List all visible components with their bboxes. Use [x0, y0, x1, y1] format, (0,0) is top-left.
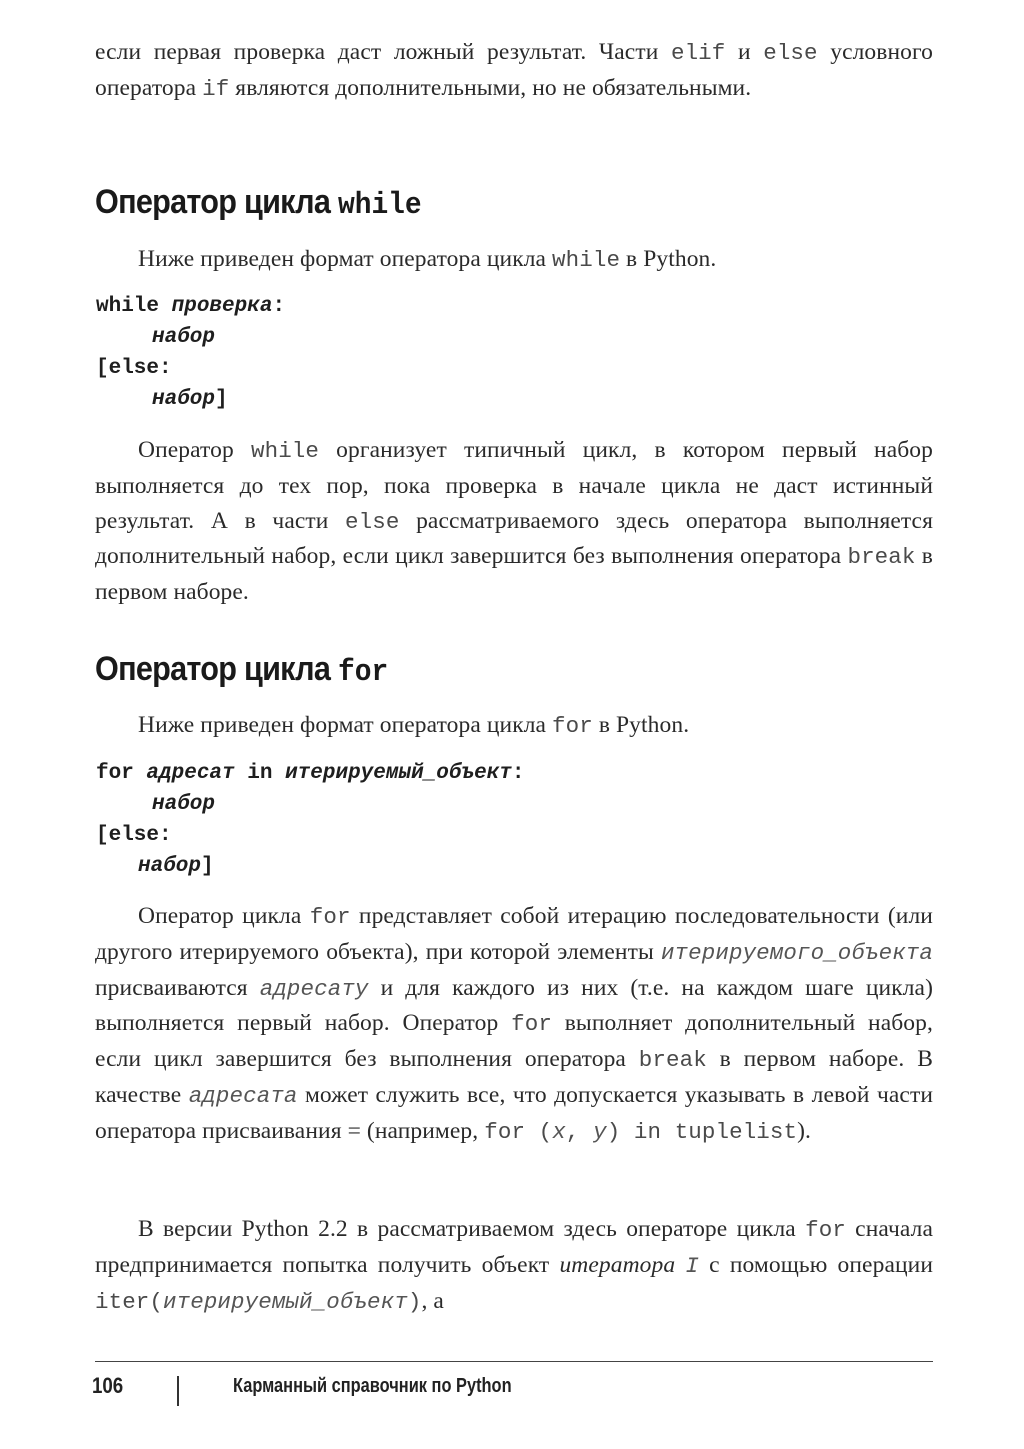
text-run: присваиваются: [95, 974, 260, 1001]
text-run: выполняет дополнительный набор, если цикл завершится без выполнения оператора: [95, 1010, 933, 1073]
text-run: Ниже приведен формат оператора цикла: [138, 712, 553, 738]
while-heading: [95, 183, 422, 223]
code-placeholder: набор: [138, 855, 202, 878]
for-heading: [95, 650, 388, 690]
inline-code: for: [511, 1011, 552, 1038]
inline-code: while: [250, 438, 319, 464]
text-run: в Python.: [620, 246, 717, 272]
text-run: , а: [421, 1287, 444, 1314]
code-punct: ]: [215, 388, 228, 411]
code-line: [96, 357, 172, 380]
for-lead: [95, 708, 933, 744]
footer-rule: [95, 1361, 933, 1362]
inline-code: for: [552, 713, 593, 739]
page-number: 106: [92, 1373, 124, 1398]
code-placeholder: адресат: [146, 762, 235, 785]
heading-text: Оператор цикла: [95, 650, 338, 688]
code-punct: :: [272, 295, 286, 318]
inline-code: else: [763, 40, 818, 66]
code-punct: ]: [201, 855, 214, 878]
code-line: [152, 326, 215, 349]
text-run: условного оператора: [95, 39, 933, 101]
inline-code: else: [345, 508, 400, 535]
inline-code-italic: адресата: [188, 1082, 298, 1109]
code-placeholder: набор: [152, 326, 216, 349]
running-title: Карманный справочник по Python: [233, 1375, 512, 1397]
code-line: [96, 762, 525, 785]
text-run: в первом наборе. В качестве: [95, 1046, 933, 1108]
heading-text: Оператор цикла: [95, 183, 338, 221]
text-run: в Python.: [592, 712, 690, 738]
text-run: и для каждого из них (т.е. на каждом шаге цикла) выполняется первый набор. Оператор: [95, 974, 933, 1037]
while-description: [95, 433, 933, 610]
text-run: в первом наборе.: [95, 543, 934, 606]
code-keyword: in: [234, 762, 286, 785]
for-iterator-paragraph: [95, 1212, 933, 1319]
text-run: представляет собой итерацию последовательности (или другого итерируемого объекта), при которой элементы: [95, 903, 933, 965]
text-run: являются дополнительными, но не обязательными.: [229, 74, 752, 101]
inline-code-italic: адресату: [259, 975, 369, 1002]
inline-code-italic: x: [552, 1118, 566, 1145]
code-line: [152, 388, 228, 411]
inline-code: for (: [484, 1118, 553, 1145]
code-punct: :: [511, 762, 525, 785]
inline-code: break: [847, 544, 916, 571]
code-placeholder: итерируемый_объект: [285, 762, 512, 785]
text-run: сначала предпринимается попытка получить объект: [95, 1216, 933, 1278]
intro-paragraph: [95, 35, 933, 107]
text-run: ).: [797, 1117, 812, 1144]
text-run: с помощью операции: [698, 1251, 934, 1278]
code-line: [152, 793, 215, 816]
inline-code-italic: итерируемый_объект: [163, 1288, 408, 1315]
code-placeholder: набор: [152, 388, 216, 411]
italic-term: итератора: [559, 1251, 686, 1278]
while-lead: [95, 242, 933, 278]
text-run: может служить все, что допускается указывать в левой части оператора присваивания = (например,: [95, 1081, 934, 1144]
inline-code: while: [552, 247, 621, 273]
code-placeholder: проверка: [171, 295, 273, 318]
inline-code: ) in tuplelist: [606, 1118, 798, 1145]
code-placeholder: набор: [152, 793, 216, 816]
heading-code: while: [337, 188, 422, 223]
inline-code: break: [638, 1047, 707, 1074]
text-run: и: [725, 39, 764, 65]
code-line: [96, 824, 172, 847]
code-keyword: for: [96, 762, 147, 785]
inline-code: iter(: [95, 1288, 164, 1315]
code-keyword: [else:: [96, 357, 172, 380]
inline-code: ): [407, 1288, 422, 1315]
text-run: Ниже приведен формат оператора цикла: [138, 246, 553, 272]
inline-code: for: [805, 1217, 846, 1243]
code-line: [138, 855, 214, 878]
inline-code: ,: [565, 1118, 594, 1145]
inline-code-italic: y: [593, 1118, 607, 1145]
inline-code: if: [202, 75, 230, 102]
text-run: рассматриваемого здесь оператора выполняется дополнительный набор, если цикл завершится без выполнения оператора: [95, 507, 933, 570]
text-run: Оператор: [138, 437, 251, 463]
text-run: В версии Python 2.2 в рассматриваемом здесь операторе цикла: [138, 1216, 806, 1242]
inline-code-italic: итерируемого_объекта: [660, 939, 933, 966]
inline-code: elif: [670, 40, 726, 66]
text-run: Оператор цикла: [138, 903, 310, 929]
inline-code-italic: I: [685, 1252, 699, 1279]
footer-divider: [177, 1376, 179, 1406]
text-run: если первая проверка даст ложный результат. Части: [95, 39, 671, 65]
code-keyword: while: [96, 295, 172, 318]
code-line: [96, 295, 285, 318]
for-description: [95, 899, 933, 1150]
inline-code: for: [309, 904, 351, 930]
code-keyword: [else:: [96, 824, 172, 847]
heading-code: for: [337, 655, 389, 690]
text-run: организует типичный цикл, в котором первый набор выполняется до тех пор, пока проверка в начале цикла не даст истинный результат. А в части: [95, 437, 933, 534]
